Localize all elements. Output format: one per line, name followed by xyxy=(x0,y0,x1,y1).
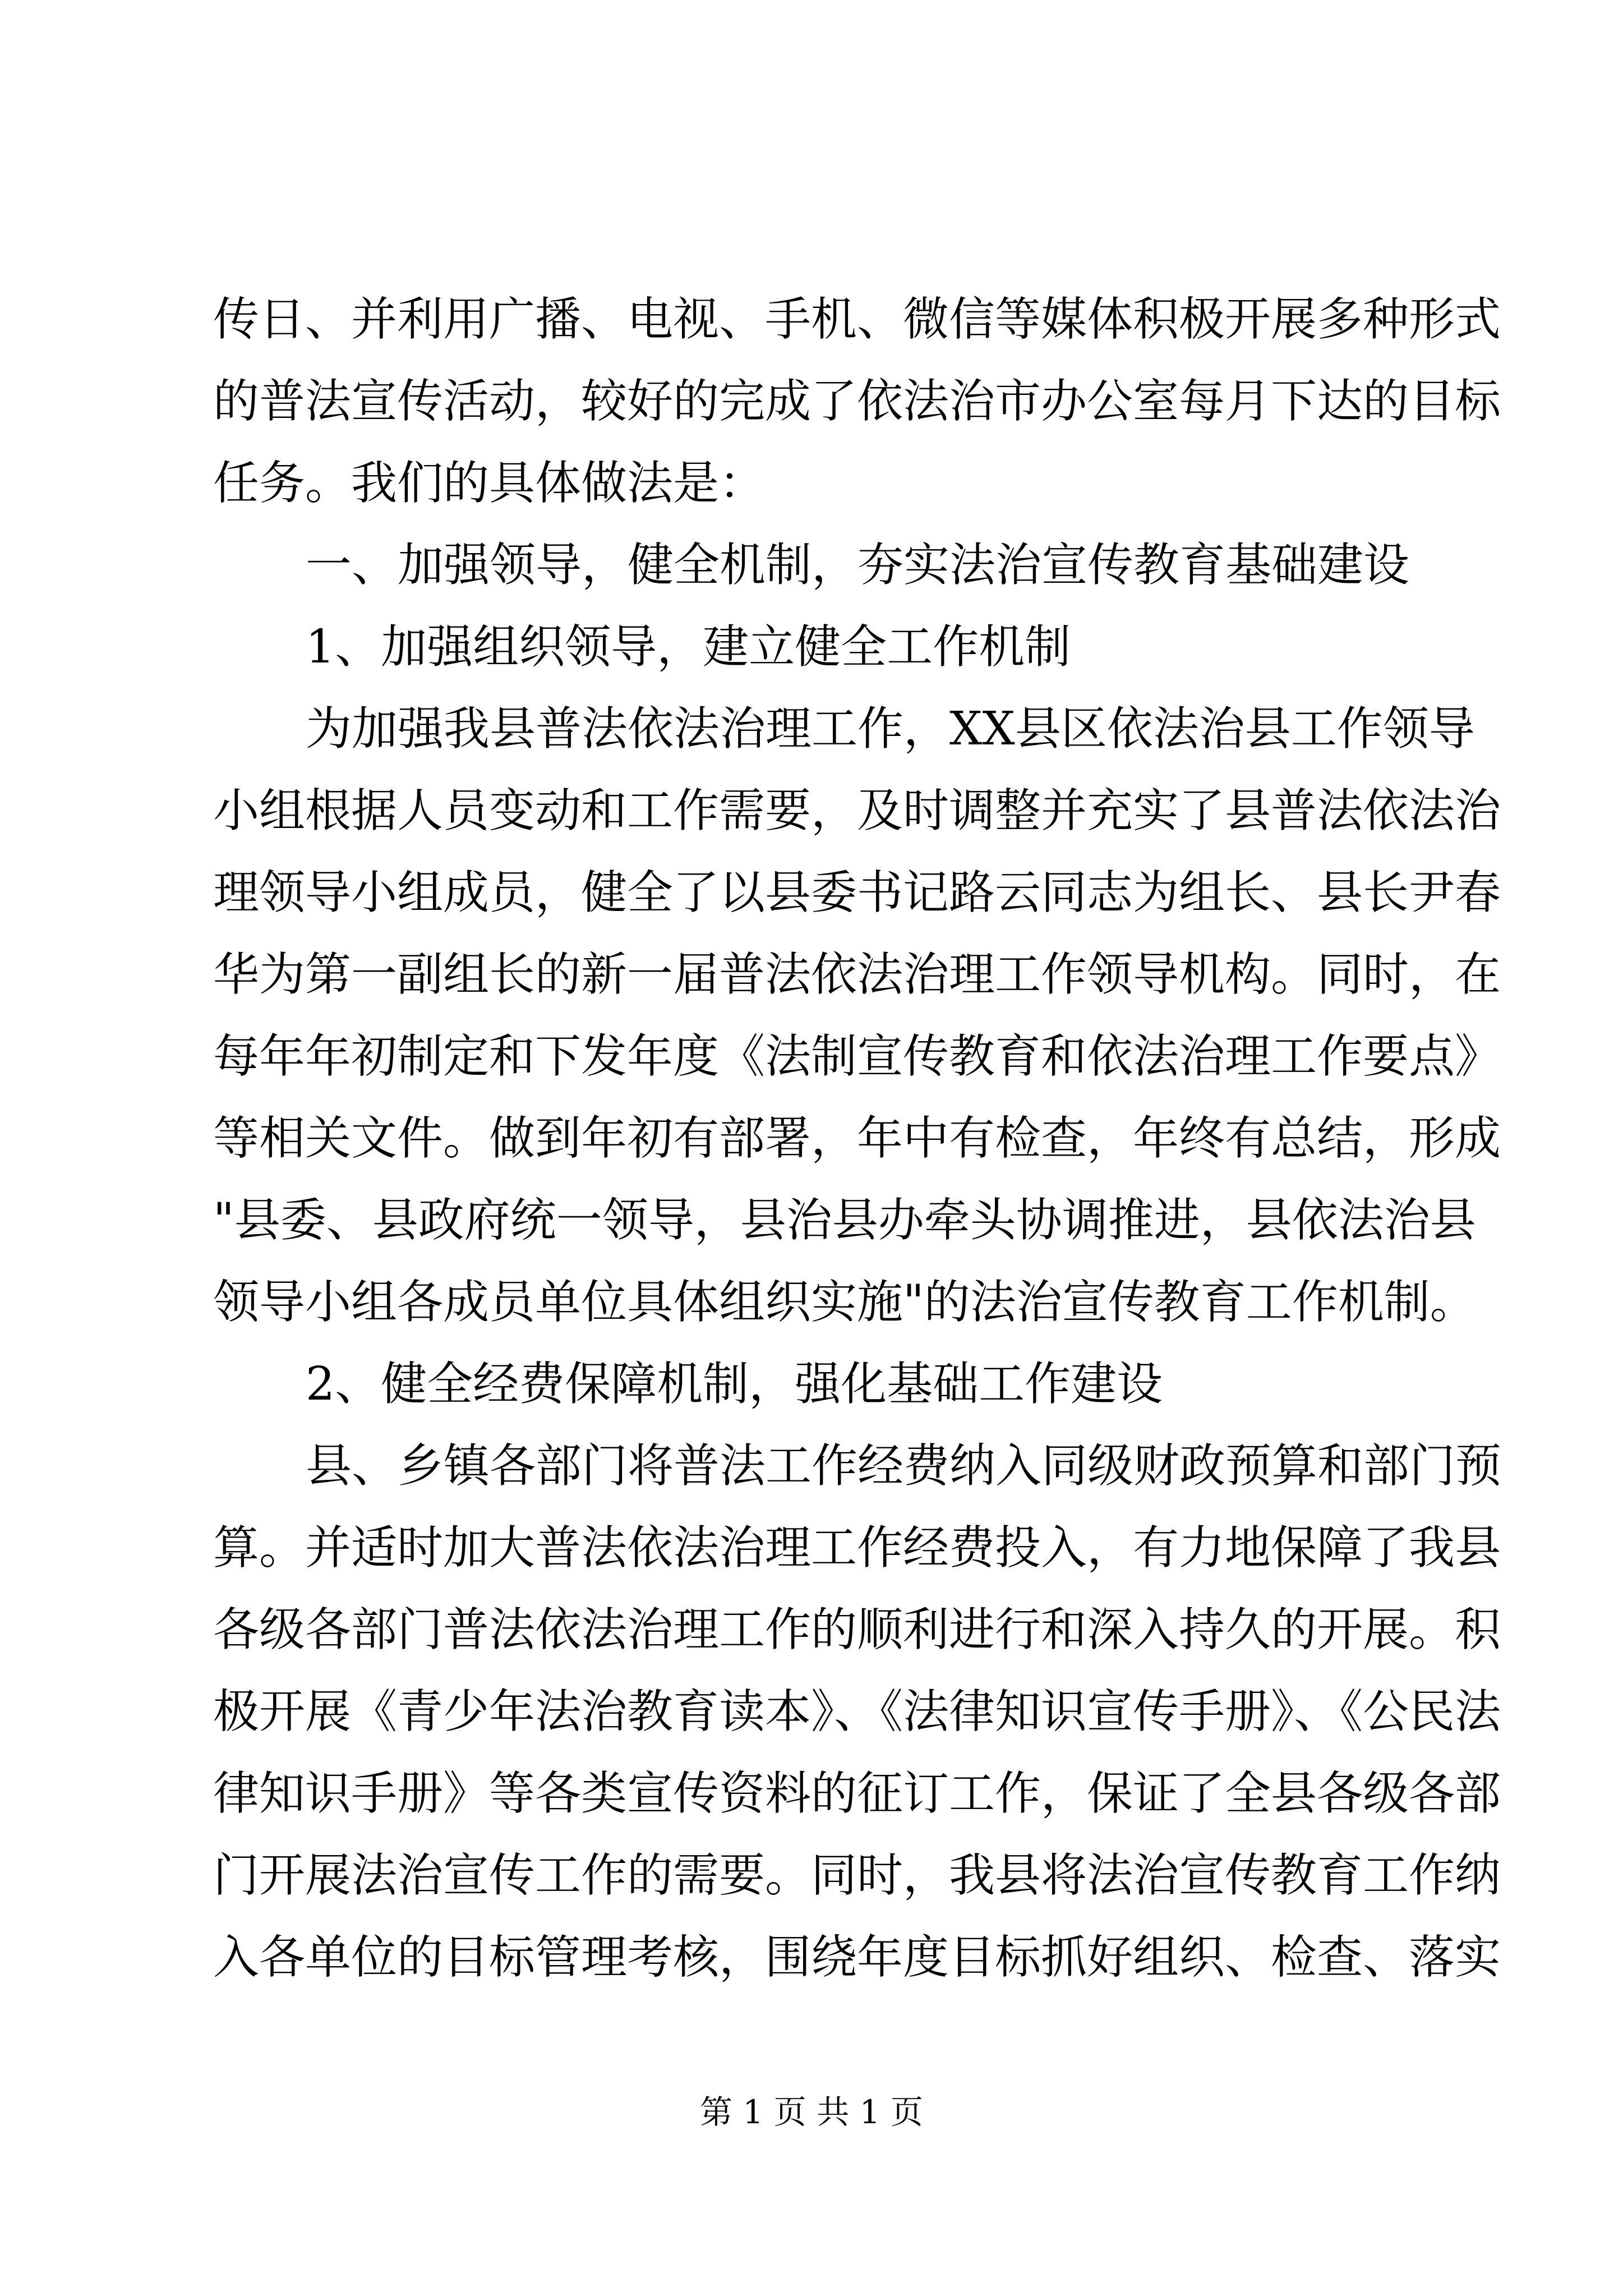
text-line: 每年年初制定和下发年度《法制宣传教育和依法治理工作要点》 xyxy=(213,1030,1501,1083)
text-line: 1、加强组织领导，建立健全工作机制 xyxy=(306,620,1071,674)
text-line: 入各单位的目标管理考核，围绕年度目标抓好组织、检查、落实 xyxy=(213,1931,1501,1984)
text-line: 任务。我们的具体做法是： xyxy=(213,457,766,510)
text-line: 门开展法治宣传工作的需要。同时，我县将法治宣传教育工作纳 xyxy=(213,1849,1501,1902)
text-line: 极开展《青少年法治教育读本》、《法律知识宣传手册》、《公民法 xyxy=(213,1685,1501,1738)
text-line: 的普法宣传活动，较好的完成了依法治市办公室每月下达的目标 xyxy=(213,375,1501,428)
page-footer: 第 1 页 共 1 页 xyxy=(700,2093,923,2131)
text-line: 华为第一副组长的新一届普法依法治理工作领导机构。同时，在 xyxy=(213,948,1501,1001)
text-line: "县委、县政府统一领导，县治县办牵头协调推进，县依法治县 xyxy=(213,1194,1476,1247)
text-line: 为加强我县普法依法治理工作，XX县区依法治县工作领导 xyxy=(306,702,1475,756)
text-line: 2、健全经费保障机制，强化基础工作建设 xyxy=(306,1358,1163,1411)
text-line: 一、加强领导，健全机制，夯实法治宣传教育基础建设 xyxy=(306,539,1410,592)
text-line: 律知识手册》等各类宣传资料的征订工作，保证了全县各级各部 xyxy=(213,1767,1501,1820)
text-line: 理领导小组成员，健全了以县委书记路云同志为组长、县长尹春 xyxy=(213,866,1501,919)
text-line: 县、乡镇各部门将普法工作经费纳入同级财政预算和部门预 xyxy=(306,1439,1502,1493)
text-line: 各级各部门普法依法治理工作的顺利进行和深入持久的开展。积 xyxy=(213,1603,1501,1657)
text-line: 算。并适时加大普法依法治理工作经费投入，有力地保障了我县 xyxy=(213,1521,1501,1575)
text-line: 领导小组各成员单位具体组织实施"的法治宣传教育工作机制。 xyxy=(213,1276,1476,1329)
text-line: 传日、并利用广播、电视、手机、微信等媒体积极开展多种形式 xyxy=(213,293,1501,346)
text-line: 小组根据人员变动和工作需要，及时调整并充实了县普法依法治 xyxy=(213,784,1501,838)
text-line: 等相关文件。做到年初有部署，年中有检查，年终有总结，形成 xyxy=(213,1112,1501,1165)
